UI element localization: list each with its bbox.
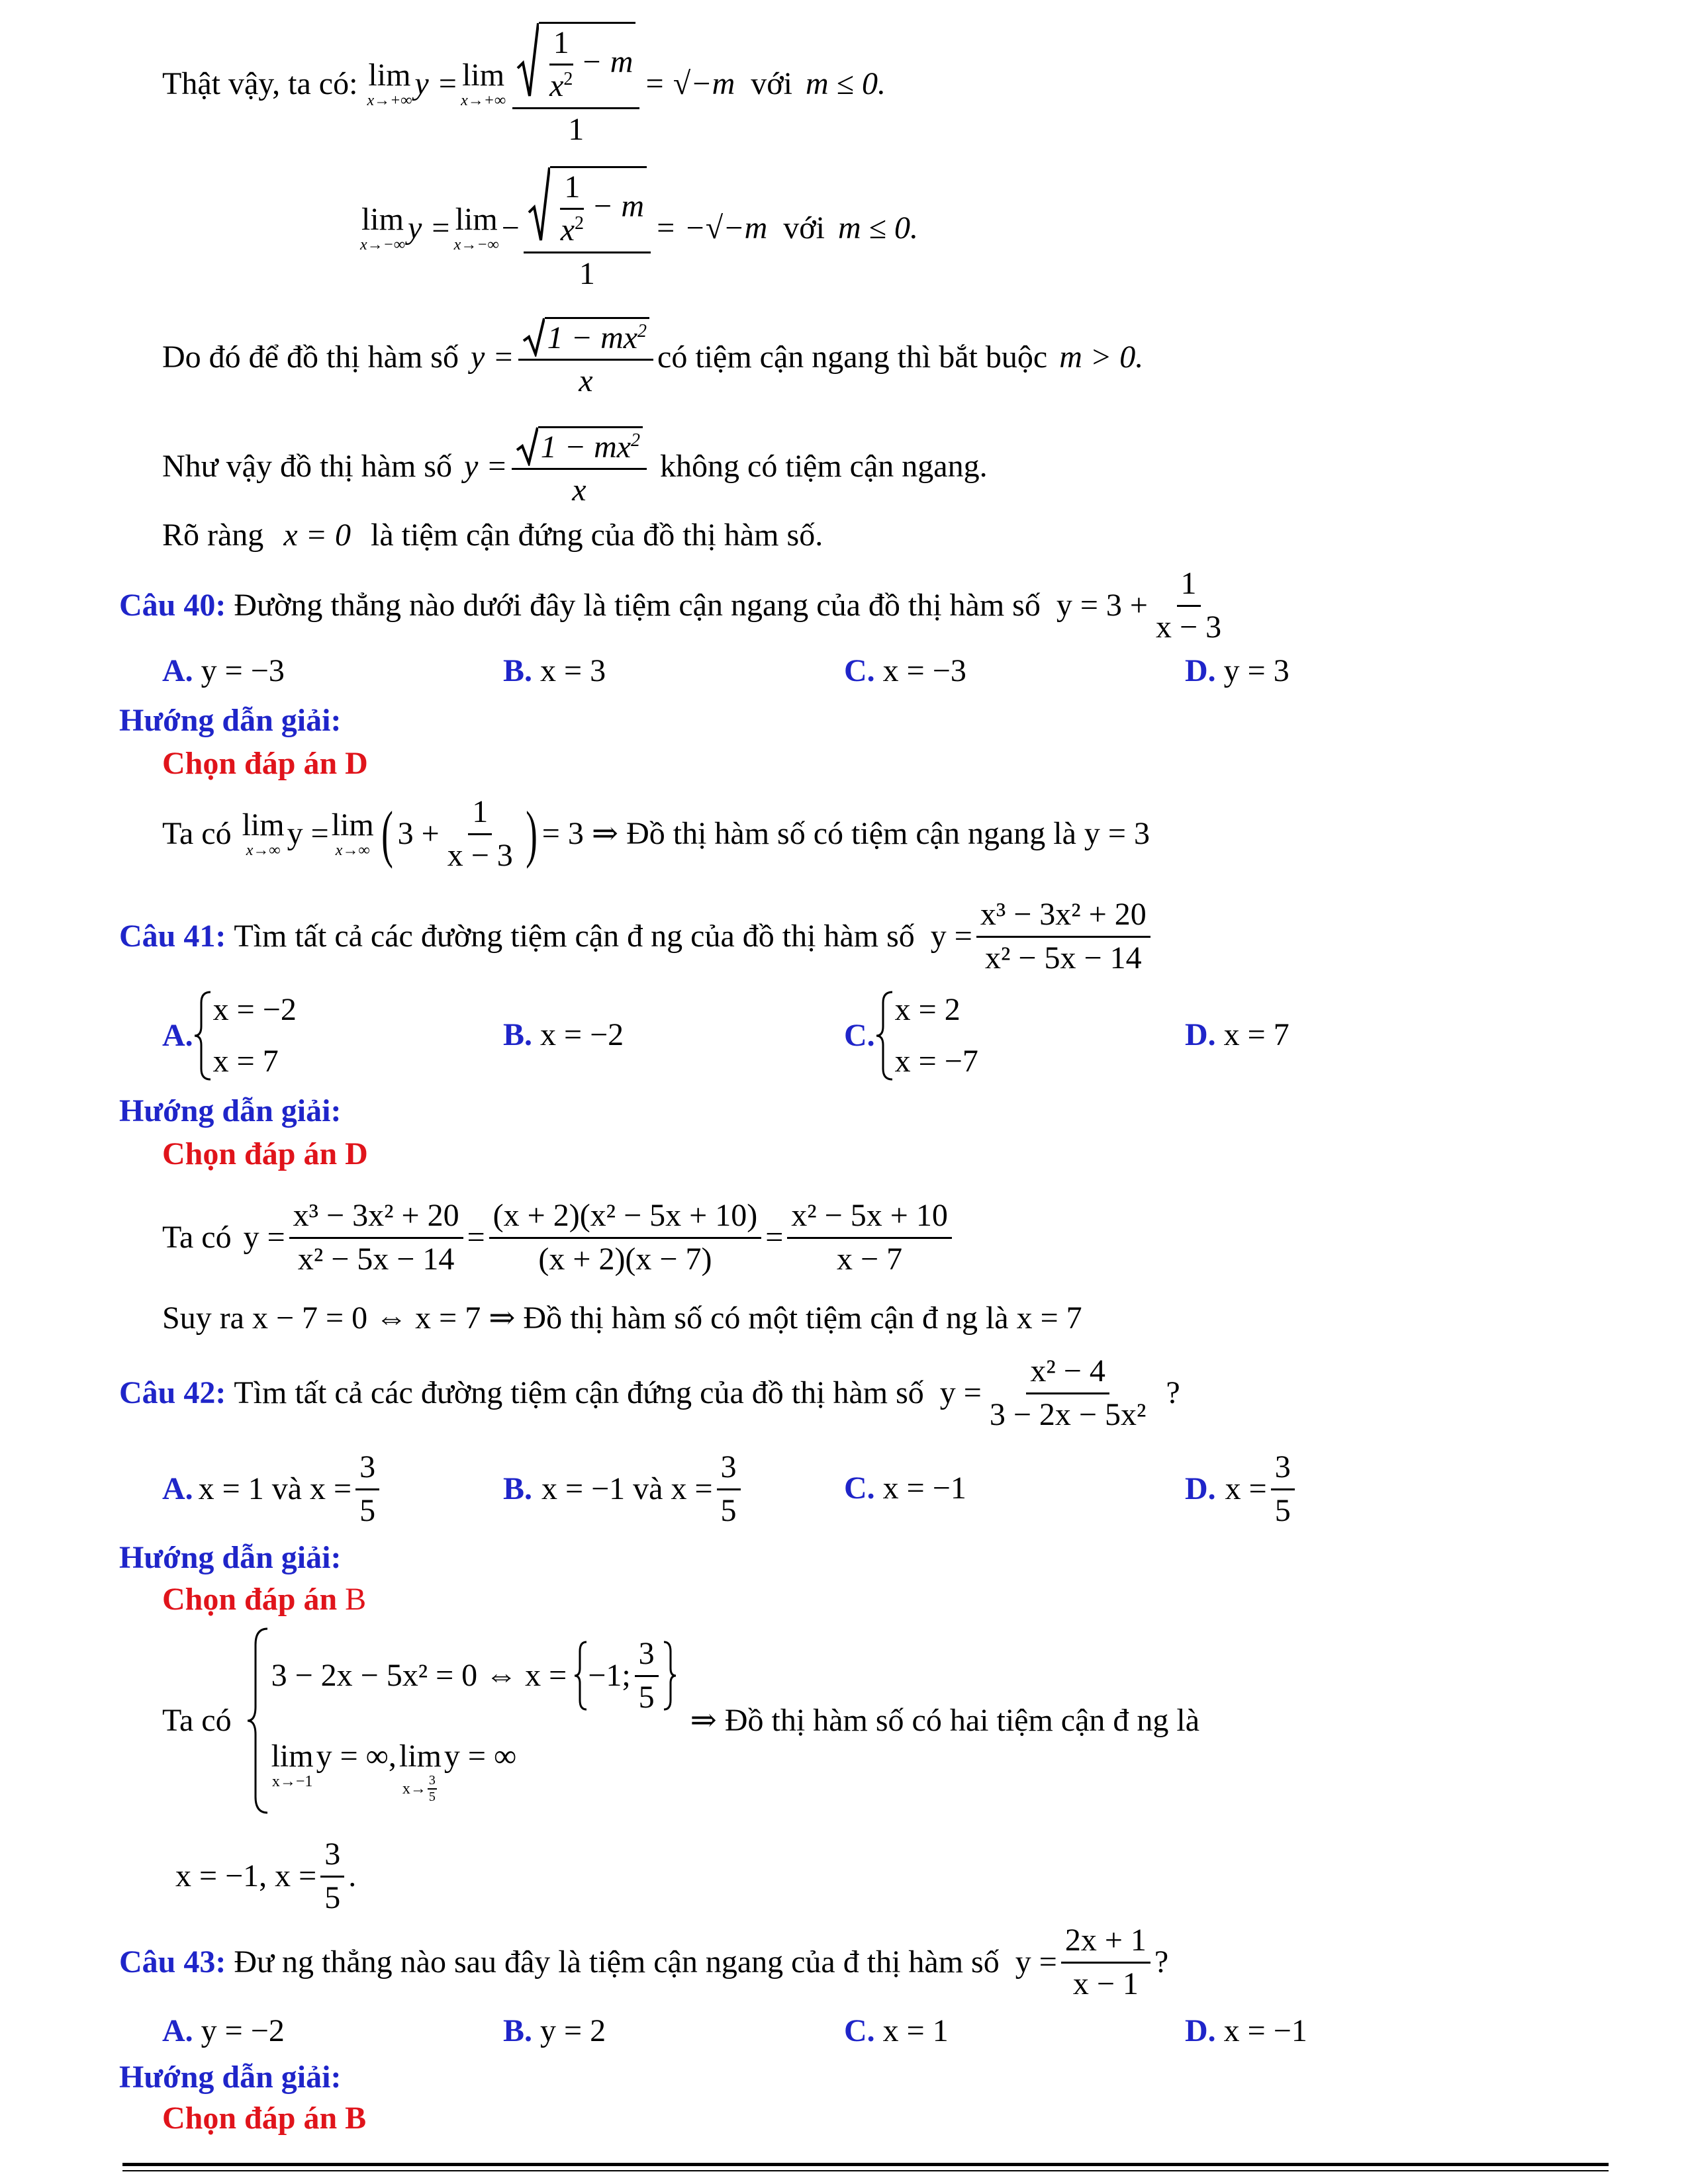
question-text: Tìm tất cả các đường tiệm cận đ ng của đồ thị hàm số [234, 919, 915, 954]
intro-text: không có tiệm cận ngang. [660, 449, 988, 484]
intro-line-2 [357, 159, 918, 298]
option-c[interactable]: C. x = −3 [844, 653, 966, 688]
limit: lim x→∞ [242, 807, 285, 859]
solution-text: ⇒ Đồ thị hàm số có hai tiệm cận đ ng là [690, 1703, 1200, 1738]
option-a[interactable]: A. y = −3 [162, 653, 285, 688]
fraction: $\frac{\text{x³ − 3x² + 20}}{\text{x² − 5x − 14}}$ [289, 1199, 463, 1276]
option-d[interactable]: D. x = 7 [1185, 1017, 1289, 1052]
q43-answer: Chọn đáp án B [162, 2101, 367, 2136]
expression: 3 + [397, 816, 440, 851]
q43-question [119, 1916, 1168, 2009]
voi: với [783, 210, 825, 246]
y-eq: y = [930, 919, 972, 954]
intro-line-1 [162, 15, 886, 154]
q40-answer: Chọn đáp án D [162, 746, 368, 781]
y-eq: y = [470, 340, 514, 375]
q40-question [119, 563, 1229, 649]
solution-text: Ta có [162, 1703, 232, 1738]
y-eq: y = [243, 1220, 285, 1255]
limit: lim x→∞ [331, 807, 374, 859]
q41-solution: Ta có y = $\frac{\text{x³ − 3x² + 20}}{\text{x² − 5x − 14}}$ = $\frac{\text{(x + 2)(x² − 5x + 10)}}{(x + 2)(x - 7)}$ = $\frac{\text{x² − 5x + 10}}{x - 7}$ [162, 1188, 956, 1287]
limit: lim x→+∞ [461, 58, 506, 109]
y-eq: y = [407, 210, 451, 246]
q42-guide-heading: Hướng dẫn giải: [119, 1540, 342, 1575]
q42-answer: Chọn đáp án B [162, 1582, 367, 1617]
fraction: $\frac{1}{x^2}$ − m 1 [524, 166, 651, 291]
question-text: Tìm tất cả các đường tiệm cận đứng của đồ thị hàm số [234, 1375, 924, 1410]
q41-guide-heading: Hướng dẫn giải: [119, 1093, 342, 1128]
question-text: Đư ng thẳng nào sau đây là tiệm cận ngang của đ thị hàm số [234, 1944, 1000, 1979]
limit: lim x→−∞ [360, 202, 405, 253]
option-c[interactable]: C. x = 1 [844, 2013, 949, 2048]
condition: m ≤ 0. [838, 210, 919, 246]
brace-left-icon [573, 1639, 588, 1712]
footer-rule-thin [122, 2170, 1609, 2171]
y-eq: y = [287, 816, 329, 851]
fraction: $\frac{\text{x² − 5x + 10}}{x - 7}$ [787, 1199, 952, 1276]
option-b[interactable]: B. x = −1 và x = $\frac{3}{5}$ [503, 1446, 745, 1532]
intro-text: là tiệm cận đứng của đồ thị hàm số. [371, 518, 823, 553]
q42-question [119, 1343, 1180, 1443]
intro-text: Thật vậy, ta có: [162, 66, 358, 101]
y-eq: y = [463, 449, 508, 484]
function-fraction: $\frac{\text{x² − 4}}{\text{3 − 2x − 5x²}}$ [989, 1353, 1147, 1432]
intro-line-4 [162, 414, 988, 520]
q41-options [162, 986, 1486, 1085]
intro-text: Như vậy đồ thị hàm số [162, 449, 452, 484]
function-fraction: $\frac{\text{x³ − 3x² + 20}}{\text{x² − 5x − 14}}$ [976, 898, 1150, 975]
question-label: Câu 41: [119, 919, 226, 954]
intro-text: Rõ ràng [162, 518, 264, 553]
equation: x = 0 [283, 518, 352, 553]
fraction: $\frac{1 - mx^2}{x}$ [518, 316, 653, 398]
function-prefix: y = 3 + [1056, 588, 1148, 623]
y-eq: y = [939, 1375, 982, 1410]
function-fraction: $\frac{1}{x - 3}$ [1156, 566, 1222, 645]
option-b[interactable]: B. x = 3 [503, 653, 606, 688]
q42-options [162, 1446, 1486, 1532]
intro-line-5 [162, 520, 823, 551]
q41-solution-line-2: Suy ra x − 7 = 0 ⇔ x = 7 ⇒ Đồ thị hàm số có một tiệm cận đ ng là x = 7 [162, 1300, 1082, 1336]
option-a[interactable]: A. x = −2 x = 7 [162, 986, 297, 1085]
y-eq: y = [414, 66, 459, 101]
condition: m > 0. [1059, 340, 1144, 375]
function-fraction: $\frac{2x + 1}{x - 1}$ [1061, 1924, 1150, 2001]
fraction: $\frac{1 - mx^2}{x}$ [512, 426, 647, 507]
intro-line-3 [162, 304, 1143, 410]
q43-guide-heading: Hướng dẫn giải: [119, 2060, 342, 2095]
brace-icon [875, 989, 895, 1082]
intro-text: có tiệm cận ngang thì bắt buộc [657, 340, 1048, 375]
minus: − [501, 210, 520, 246]
limit: lim x→−∞ [453, 202, 499, 253]
condition: m ≤ 0. [805, 66, 886, 101]
result: = −√−m [655, 210, 768, 246]
question-mark: ? [1154, 1944, 1169, 1979]
option-d[interactable]: D. y = 3 [1185, 653, 1289, 688]
voi: với [751, 66, 792, 101]
q42-solution: Ta có 3 − 2x − 5x² = 0 ⇔ x = −1; $\frac{3}{5}$ lim x→−1 y = ∞, lim x→ $\frac{3}{5}$ y = ∞ ⇒ Đồ thị hàm số có hai tiệm cận đ ng là [162, 1625, 1199, 1817]
question-label: Câu 40: [119, 588, 226, 623]
brace-right-icon [663, 1639, 677, 1712]
limit: lim x→+∞ [367, 58, 412, 109]
option-a[interactable]: A. x = 1 và x = $\frac{3}{5}$ [162, 1446, 383, 1532]
result: = √−m [643, 66, 735, 101]
fraction: $\frac{\text{(x + 2)(x² − 5x + 10)}}{(x + 2)(x - 7)}$ [489, 1199, 762, 1276]
brace-icon [193, 989, 213, 1082]
option-b[interactable]: B. y = 2 [503, 2013, 606, 2048]
question-mark: ? [1166, 1375, 1180, 1410]
solution-text: = 3 ⇒ Đồ thị hàm số có tiệm cận ngang là y = 3 [541, 816, 1150, 851]
brace-icon [245, 1625, 271, 1817]
option-d[interactable]: D. x = $\frac{3}{5}$ [1185, 1446, 1299, 1532]
y-eq: y = [1015, 1944, 1057, 1979]
question-text: Đường thẳng nào dưới đây là tiệm cận ngang của đồ thị hàm số [234, 588, 1041, 623]
option-c[interactable]: C. x = 2 x = −7 [844, 986, 978, 1085]
question-label: Câu 42: [119, 1375, 226, 1410]
fraction: $\frac{1}{x^2}$ − m 1 [512, 22, 639, 146]
footer-rule-thick [122, 2163, 1609, 2166]
q41-question [119, 887, 1154, 986]
question-label: Câu 43: [119, 1944, 226, 1979]
option-d[interactable]: D. x = −1 [1185, 2013, 1307, 2048]
option-a[interactable]: A. y = −2 [162, 2013, 285, 2048]
intro-text: Do đó để đồ thị hàm số [162, 340, 459, 375]
q40-solution: Ta có lim x→∞ y = lim x→∞ ( 3 + $\frac{1}{x - 3}$ ) = 3 ⇒ Đồ thị hàm số có tiệm cận ngang là y = 3 [162, 794, 1150, 873]
option-c[interactable]: C. x = −1 [844, 1471, 966, 1506]
fraction: $\frac{1}{x - 3}$ [447, 794, 513, 873]
q41-answer: Chọn đáp án D [162, 1136, 368, 1171]
option-b[interactable]: B. x = −2 [503, 1017, 624, 1052]
q40-guide-heading: Hướng dẫn giải: [119, 703, 342, 738]
solution-text: Ta có [162, 1220, 232, 1255]
q42-solution-line-2: x = −1, x = $\frac{3}{5}$ . [175, 1837, 357, 1915]
solution-text: Ta có [162, 816, 232, 851]
